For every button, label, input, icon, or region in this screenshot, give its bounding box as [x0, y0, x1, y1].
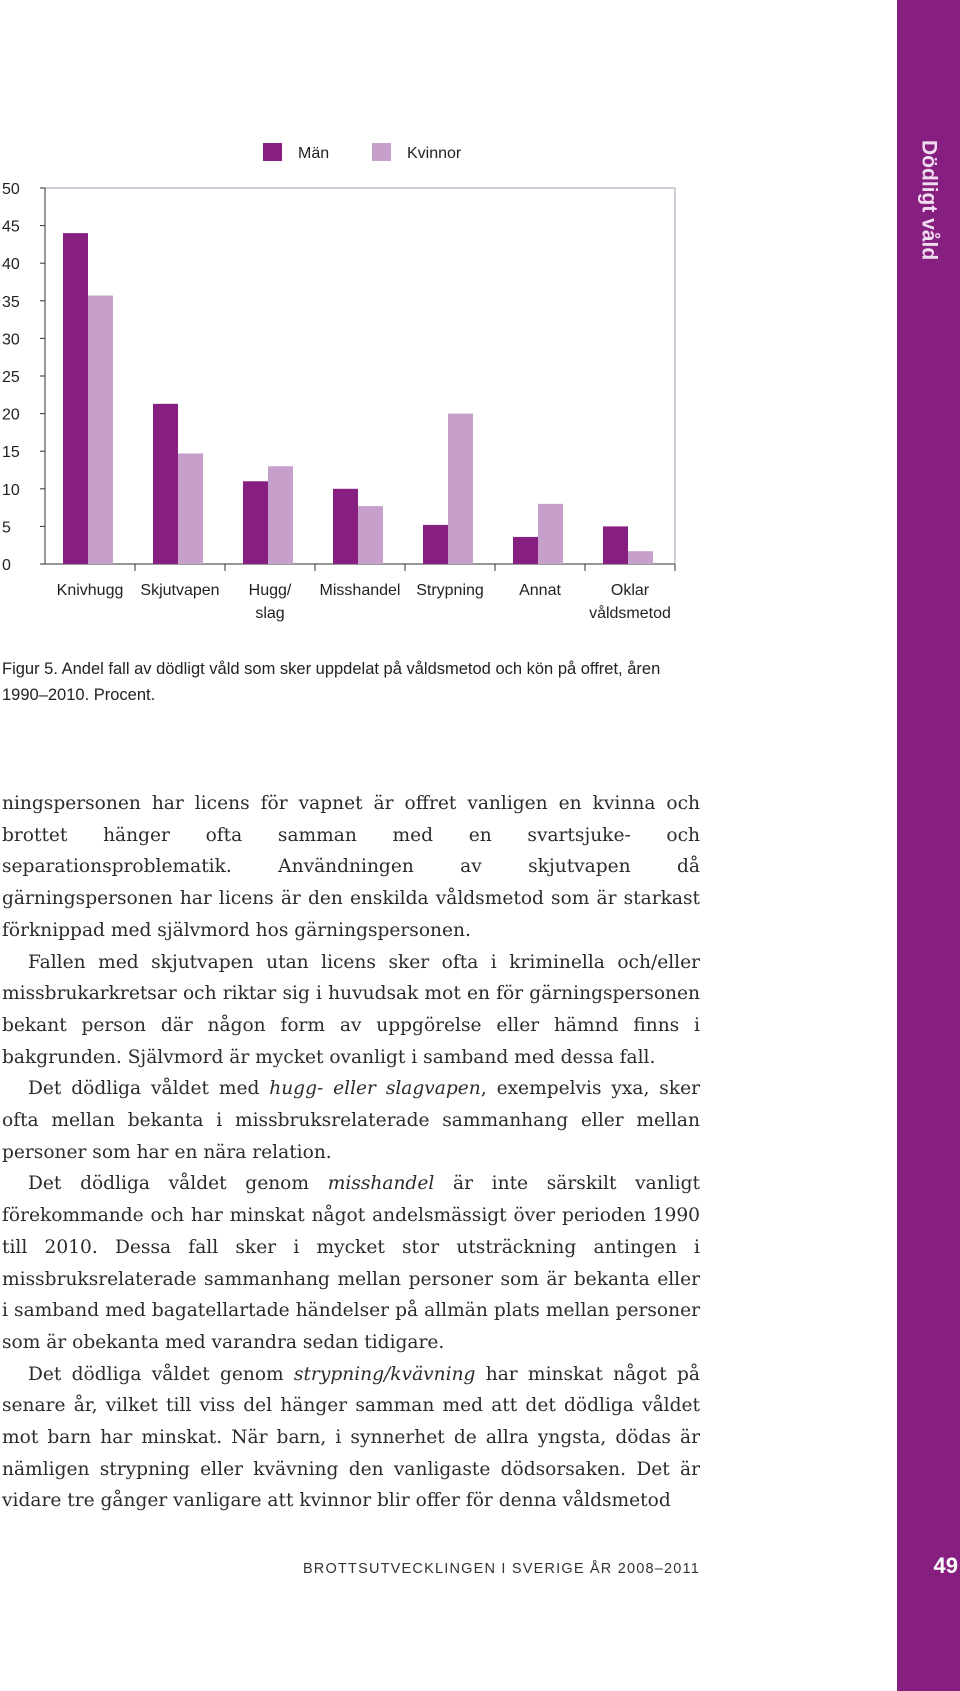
y-tick-label: 5: [2, 519, 11, 537]
paragraph-5: [2, 1359, 700, 1518]
legend-swatch: [263, 143, 282, 161]
section-title-vertical: [897, 0, 960, 300]
bar-kvinna: [628, 551, 653, 564]
running-footer: BROTTSUTVECKLINGEN I SVERIGE ÅR 2008–2011: [302, 1561, 700, 1577]
legend-label: Kvinnor: [407, 145, 462, 162]
paragraph-1: ningspersonen har licens för vapnet är offret vanligen en kvinna och brottet hänger ofta samman med en svartsjuke- och separationsproblematik. Användningen av skjutvapen då gärningspersonen har licens är den enskilda våldsmetod som är starkast förknippad med självmord hos gärningspersonen.: [2, 793, 700, 941]
paragraph-3-start: Det dödliga våldet med: [28, 1078, 270, 1100]
paragraph-5-emphasis: strypning/kvävning: [293, 1363, 476, 1385]
paragraph-3-end: , exempelvis yxa, sker ofta mellan bekanta i missbruksrelaterade sammanhang eller mellan personer som har en nära relation.: [2, 1078, 700, 1163]
y-tick-label: 10: [2, 481, 20, 499]
category-label: Annat: [519, 582, 561, 599]
legend-label: Män: [298, 145, 330, 162]
paragraph-5-end: har minskat något på senare år, vilket till viss del hänger samman med att det dödliga våldet mot barn har minskat. När barn, i synnerhet de allra yngsta, dödas är nämligen strypning eller kvävning den vanligaste dödsorsaken. Det är vidare tre gånger vanligare att kvinnor blir offer för denna våldsmetod: [2, 1363, 700, 1512]
bar-chart: [0, 130, 700, 630]
paragraph-3-emphasis: hugg- eller slagvapen: [269, 1078, 481, 1100]
page-number: 49: [933, 1553, 958, 1578]
legend-swatch: [372, 143, 391, 161]
paragraph-4-end: är inte särskilt vanligt förekommande och har minskat något andelsmässigt över perioden 1990 till 2010. Dessa fall sker i mycket stor utsträckning antingen i missbruksrelaterade sammanhang mellan personer som är bekanta eller i samband med bagatellartade händelser på allmän plats mellan personer som är obekanta med varandra sedan tidigare.: [2, 1173, 700, 1353]
y-tick-label: 0: [2, 557, 11, 574]
y-tick-label: 25: [2, 369, 20, 386]
body-text: [2, 788, 700, 1517]
bar-kvinna: [268, 466, 293, 564]
category-label: Misshandel: [319, 582, 401, 599]
bar-kvinna: [178, 453, 203, 564]
bar-man: [423, 525, 448, 564]
category-label: Oklar: [610, 582, 650, 599]
figure-caption: Figur 5. Andel fall av dödligt våld som sker uppdelat på våldsmetod och kön på offret, åren 1990–2010. Procent.: [2, 660, 661, 704]
bar-kvinna: [538, 504, 563, 564]
category-label: slag: [255, 605, 285, 622]
bar-man: [153, 404, 178, 564]
y-tick-label: 20: [2, 406, 20, 424]
paragraph-2: Fallen med skjutvapen utan licens sker ofta i kriminella och/eller missbrukarkretsar och riktar sig i huvudsak mot en för gärningspersonen bekant person där någon form av uppgörelse eller hämnd finns i bakgrunden. Självmord är mycket ovanligt i samband med dessa fall.: [2, 951, 700, 1068]
paragraph-3: [2, 1073, 700, 1168]
bar-man: [243, 481, 268, 564]
bar-kvinna: [448, 414, 473, 564]
y-tick-label: 45: [2, 218, 20, 236]
paragraph-4-emphasis: misshandel: [327, 1173, 435, 1195]
bar-man: [333, 489, 358, 564]
bar-kvinna: [88, 296, 113, 564]
category-label: Skjutvapen: [140, 582, 220, 599]
bar-man: [63, 233, 88, 564]
y-tick-label: 15: [2, 444, 20, 462]
y-tick-label: 40: [2, 256, 20, 274]
bar-kvinna: [358, 506, 383, 564]
bar-man: [603, 526, 628, 564]
category-label: Hugg/: [248, 582, 292, 599]
section-title-text: Dödligt våld: [917, 140, 941, 261]
paragraph-5-start: Det dödliga våldet genom: [28, 1363, 294, 1385]
paragraph-4-start: Det dödliga våldet genom: [28, 1173, 328, 1195]
category-label: Strypning: [416, 582, 484, 599]
y-tick-label: 35: [2, 293, 20, 311]
y-tick-label: 30: [2, 331, 20, 349]
category-label: Knivhugg: [56, 582, 124, 599]
paragraph-4: [2, 1168, 700, 1358]
y-tick-label: 50: [2, 181, 20, 198]
bar-man: [513, 537, 538, 564]
category-label: våldsmetod: [589, 605, 671, 622]
